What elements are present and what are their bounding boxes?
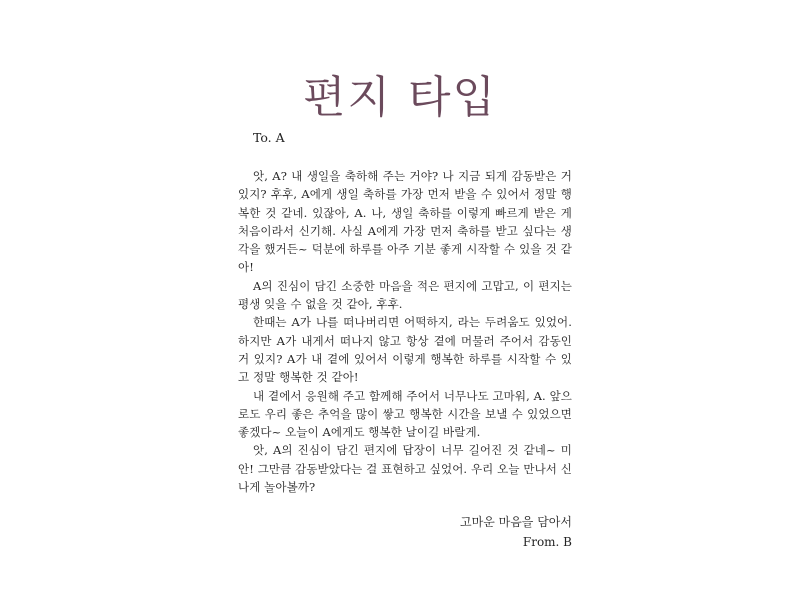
letter-body xyxy=(238,167,572,496)
letter-paragraph-3: 한때는 A가 나를 떠나버리면 어떡하지, 라는 두려움도 있었어. 하지만 A가 내게서 떠나지 않고 항상 곁에 머물러 주어서 감동인 거 있지? A가 내 곁에 있어서 이렇게 행복한 하루를 시작할 수 있고 정말 행복한 것 같아! xyxy=(238,315,572,385)
letter-signature: From. B xyxy=(522,535,572,550)
letter-closing: 고마운 마음을 담아서 xyxy=(460,515,572,530)
letter-greeting: To. A xyxy=(253,130,285,145)
letter-title: 편지 타입 xyxy=(302,72,497,123)
letter-paragraph-2: A의 진심이 담긴 소중한 마음을 적은 편지에 고맙고, 이 편지는 평생 잊을 수 없을 것 같아, 후후. xyxy=(238,278,572,312)
letter-paragraph-5: 앗, A의 진심이 담긴 편지에 답장이 너무 길어진 것 같네~ 미안! 그만큼 감동받았다는 걸 표현하고 싶었어. 우리 오늘 만나서 신나게 놀아볼까? xyxy=(238,443,572,495)
letter-paragraph-1: 앗, A? 내 생일을 축하해 주는 거야? 나 지금 되게 감동받은 거 있지? 후후, A에게 생일 축하를 가장 먼저 받을 수 있어서 정말 행복한 것 같네. 있잖아, A. 나, 생일 축하를 이렇게 빠르게 받은 게 처음이라서 신기해. 사실 A에게 가장 먼저 축하를 받고 싶다는 생각을 했거든~ 덕분에 하루를 아주 기분 좋게 시작할 수 있을 것 같아! xyxy=(238,169,572,275)
letter-paragraph-4: 내 곁에서 응원해 주고 함께해 주어서 너무나도 고마워, A. 앞으로도 우리 좋은 추억을 많이 쌓고 행복한 시간을 보낼 수 있었으면 좋겠다~ 오늘이 A에게도 행복한 날이길 바랄게. xyxy=(238,388,572,440)
letter-closing-block xyxy=(238,512,572,552)
letter-content xyxy=(238,126,572,552)
